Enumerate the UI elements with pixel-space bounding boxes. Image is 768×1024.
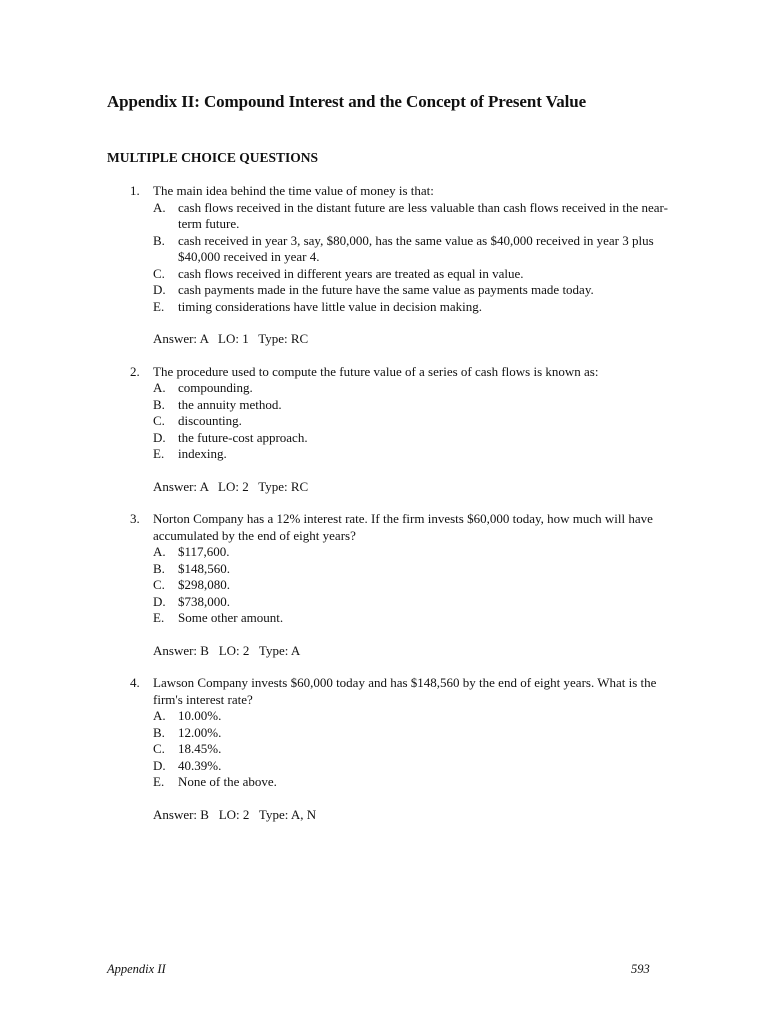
option-text: $148,560. — [178, 560, 230, 576]
option-letter: B. — [153, 232, 165, 248]
option-letter: D. — [153, 593, 166, 609]
page-title: Appendix II: Compound Interest and the Concept of Present Value — [107, 92, 587, 111]
option-text: $738,000. — [178, 593, 230, 609]
option-text: cash received in year 3, say, $80,000, has the same value as $40,000 received in year 3 plus $40,000 received in year 4. — [178, 232, 654, 264]
option-letter: C. — [153, 265, 165, 281]
footer-section-label: Appendix II — [107, 962, 166, 976]
question-list — [130, 183, 670, 823]
option-b — [153, 397, 670, 414]
option-e — [153, 446, 670, 463]
option-d — [153, 594, 670, 611]
option-text: the future-cost approach. — [178, 429, 308, 445]
question-number: 1. — [130, 183, 140, 198]
answer-key: Answer: B LO: 2 Type: A — [153, 642, 301, 658]
option-letter: A. — [153, 380, 166, 395]
option-text: 40.39%. — [178, 757, 222, 773]
option-letter: E. — [153, 774, 165, 789]
option-a — [153, 708, 670, 725]
option-d — [153, 758, 670, 775]
option-letter: A. — [153, 199, 166, 215]
option-e — [153, 299, 670, 316]
option-text: cash flows received in the distant future are less valuable than cash flows received in the near-term future. — [178, 199, 668, 231]
page-number: 593 — [631, 962, 650, 976]
option-letter: B. — [153, 724, 165, 740]
option-c — [153, 741, 670, 758]
option-letter: E. — [153, 446, 165, 461]
option-letter: E. — [153, 610, 165, 625]
spacer — [130, 659, 670, 675]
option-letter: C. — [153, 577, 165, 592]
spacer — [130, 495, 670, 511]
question-stem: Norton Company has a 12% interest rate. If the firm invests $60,000 today, how much will have accumulated by the end of eight years? — [153, 511, 653, 543]
option-letter: A. — [153, 544, 166, 559]
option-letter: E. — [153, 298, 165, 314]
option-text: 10.00%. — [178, 708, 222, 723]
option-text: Some other amount. — [178, 610, 284, 625]
question-2 — [130, 364, 670, 496]
option-c — [153, 577, 670, 594]
option-letter: D. — [153, 757, 166, 773]
option-text: timing considerations have little value in decision making. — [178, 298, 482, 314]
question-number: 3. — [130, 511, 140, 526]
option-a — [153, 544, 670, 561]
spacer — [130, 348, 670, 364]
option-e — [153, 610, 670, 627]
option-letter: D. — [153, 282, 166, 297]
option-letter: D. — [153, 429, 166, 445]
question-3 — [130, 511, 670, 659]
option-letter: C. — [153, 413, 165, 428]
option-c — [153, 266, 670, 283]
question-stem: The main idea behind the time value of money is that: — [153, 183, 434, 198]
answer-key: Answer: A LO: 2 Type: RC — [153, 478, 309, 494]
option-b — [153, 233, 670, 266]
option-text: 18.45%. — [178, 741, 222, 756]
option-text: $117,600. — [178, 544, 230, 559]
option-text: discounting. — [178, 413, 242, 428]
option-letter: A. — [153, 708, 166, 723]
question-stem: Lawson Company invests $60,000 today and has $148,560 by the end of eight years. What is the firm's interest rate? — [153, 675, 657, 707]
question-number: 2. — [130, 363, 140, 379]
option-text: cash payments made in the future have the same value as payments made today. — [178, 282, 594, 297]
answer-key: Answer: B LO: 2 Type: A, N — [153, 806, 317, 822]
option-text: cash flows received in different years are treated as equal in value. — [178, 265, 524, 281]
option-letter: B. — [153, 560, 165, 576]
option-d — [153, 430, 670, 447]
option-d — [153, 282, 670, 299]
option-a — [153, 200, 670, 233]
option-text: 12.00%. — [178, 724, 222, 740]
question-1 — [130, 183, 670, 348]
option-text: compounding. — [178, 380, 253, 395]
option-c — [153, 413, 670, 430]
question-4 — [130, 675, 670, 823]
option-b — [153, 561, 670, 578]
option-letter: B. — [153, 396, 165, 412]
option-text: indexing. — [178, 446, 227, 461]
option-e — [153, 774, 670, 791]
option-a — [153, 380, 670, 397]
option-b — [153, 725, 670, 742]
answer-key: Answer: A LO: 1 Type: RC — [153, 331, 309, 346]
question-number: 4. — [130, 675, 140, 690]
option-text: None of the above. — [178, 774, 277, 789]
question-stem: The procedure used to compute the future value of a series of cash flows is known as: — [153, 363, 599, 379]
section-heading: MULTIPLE CHOICE QUESTIONS — [107, 150, 319, 165]
option-text: $298,080. — [178, 577, 230, 592]
option-letter: C. — [153, 741, 165, 756]
option-text: the annuity method. — [178, 396, 282, 412]
